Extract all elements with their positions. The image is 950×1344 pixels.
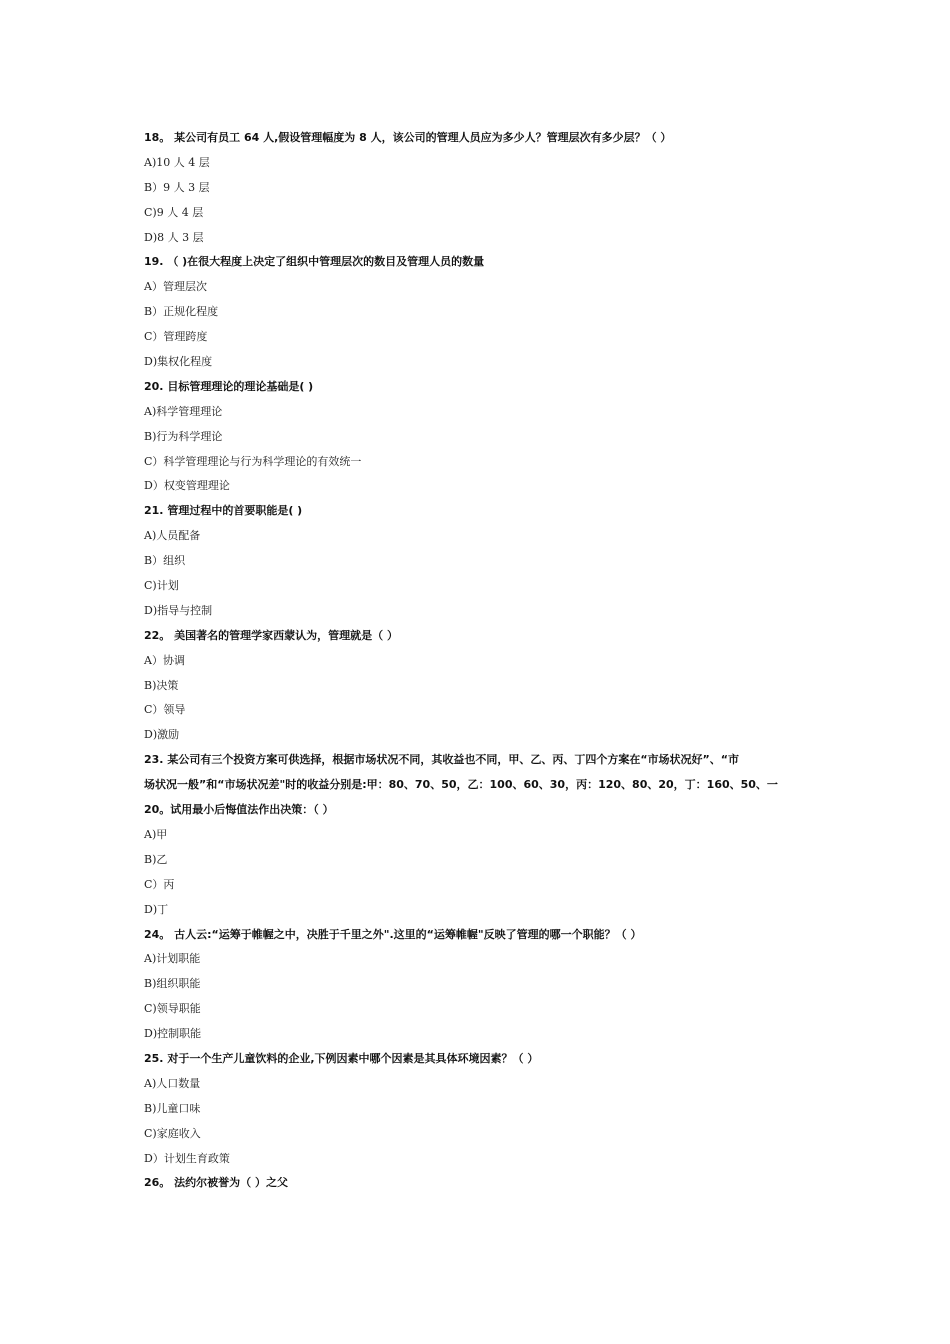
answer-option: D)集权化程度 — [144, 355, 213, 369]
answer-option: A）协调 — [144, 653, 185, 667]
answer-option: A)人员配备 — [144, 529, 201, 543]
answer-option: B)儿童口味 — [144, 1101, 201, 1115]
answer-option: C）科学管理理论与行为科学理论的有效统一 — [144, 454, 362, 468]
question-text: 20。试用最小后悔值法作出决策：（ ） — [144, 803, 334, 817]
answer-option: B）9 人 3 层 — [144, 180, 210, 194]
question-text: 25. 对于一个生产儿童饮料的企业,下例因素中哪个因素是其具体环境因素？（ ） — [144, 1051, 539, 1065]
answer-option: B)乙 — [144, 852, 168, 866]
answer-option: C）丙 — [144, 877, 175, 891]
answer-option: D)丁 — [144, 902, 169, 916]
answer-option: C）领导 — [144, 703, 186, 717]
answer-option: A)计划职能 — [144, 952, 201, 966]
answer-option: C)计划 — [144, 579, 179, 593]
answer-option: B)行为科学理论 — [144, 429, 223, 443]
answer-option: A）管理层次 — [144, 280, 207, 294]
answer-option: C)9 人 4 层 — [144, 205, 204, 219]
question-text: 24。 古人云:“运筹于帷幄之中，决胜于千里之外".这里的“运筹帷幄"反映了管理的哪一个职能？（ ） — [144, 927, 642, 941]
question-text: 26。 法约尔被誉为（ ）之父 — [144, 1176, 288, 1190]
answer-option: D)指导与控制 — [144, 603, 213, 617]
answer-option: A)科学管理理论 — [144, 404, 223, 418]
question-text: 18。 某公司有员工 64 人,假设管理幅度为 8 人，该公司的管理人员应为多少人？管理层次有多少层？（ ） — [144, 131, 672, 144]
question-text: 场状况一般”和“市场状况差"时的收益分别是:甲：80、70、50，乙：100、60、30，丙：120、80、20，丁：160、50、一 — [144, 778, 778, 792]
question-text: 21. 管理过程中的首要职能是( ) — [144, 504, 303, 518]
answer-option: C）管理跨度 — [144, 330, 208, 344]
question-text: 19. （ )在很大程度上决定了组织中管理层次的数目及管理人员的数量 — [144, 255, 485, 269]
answer-option: A)10 人 4 层 — [144, 155, 210, 169]
answer-option: B)决策 — [144, 678, 179, 692]
answer-option: D）计划生育政策 — [144, 1151, 230, 1165]
answer-option: C)家庭收入 — [144, 1126, 201, 1140]
answer-option: D）权变管理理论 — [144, 479, 230, 493]
question-list — [144, 126, 824, 1196]
question-text: 20. 目标管理理论的理论基础是( ) — [144, 379, 314, 393]
answer-option: D)激励 — [144, 728, 180, 742]
question-text: 23. 某公司有三个投资方案可供选择，根据市场状况不同，其收益也不同，甲、乙、丙、丁四个方案在“市场状况好”、“市 — [144, 753, 740, 767]
answer-option: A)甲 — [144, 827, 168, 841]
question-text: 22。 美国著名的管理学家西蒙认为，管理就是（ ） — [144, 628, 398, 642]
answer-option: A)人口数量 — [144, 1076, 201, 1090]
answer-option: C)领导职能 — [144, 1002, 201, 1016]
answer-option: B）正规化程度 — [144, 305, 219, 319]
answer-option: B)组织职能 — [144, 977, 201, 991]
answer-option: B）组织 — [144, 554, 186, 568]
answer-option: D)控制职能 — [144, 1027, 202, 1041]
answer-option: D)8 人 3 层 — [144, 230, 204, 244]
